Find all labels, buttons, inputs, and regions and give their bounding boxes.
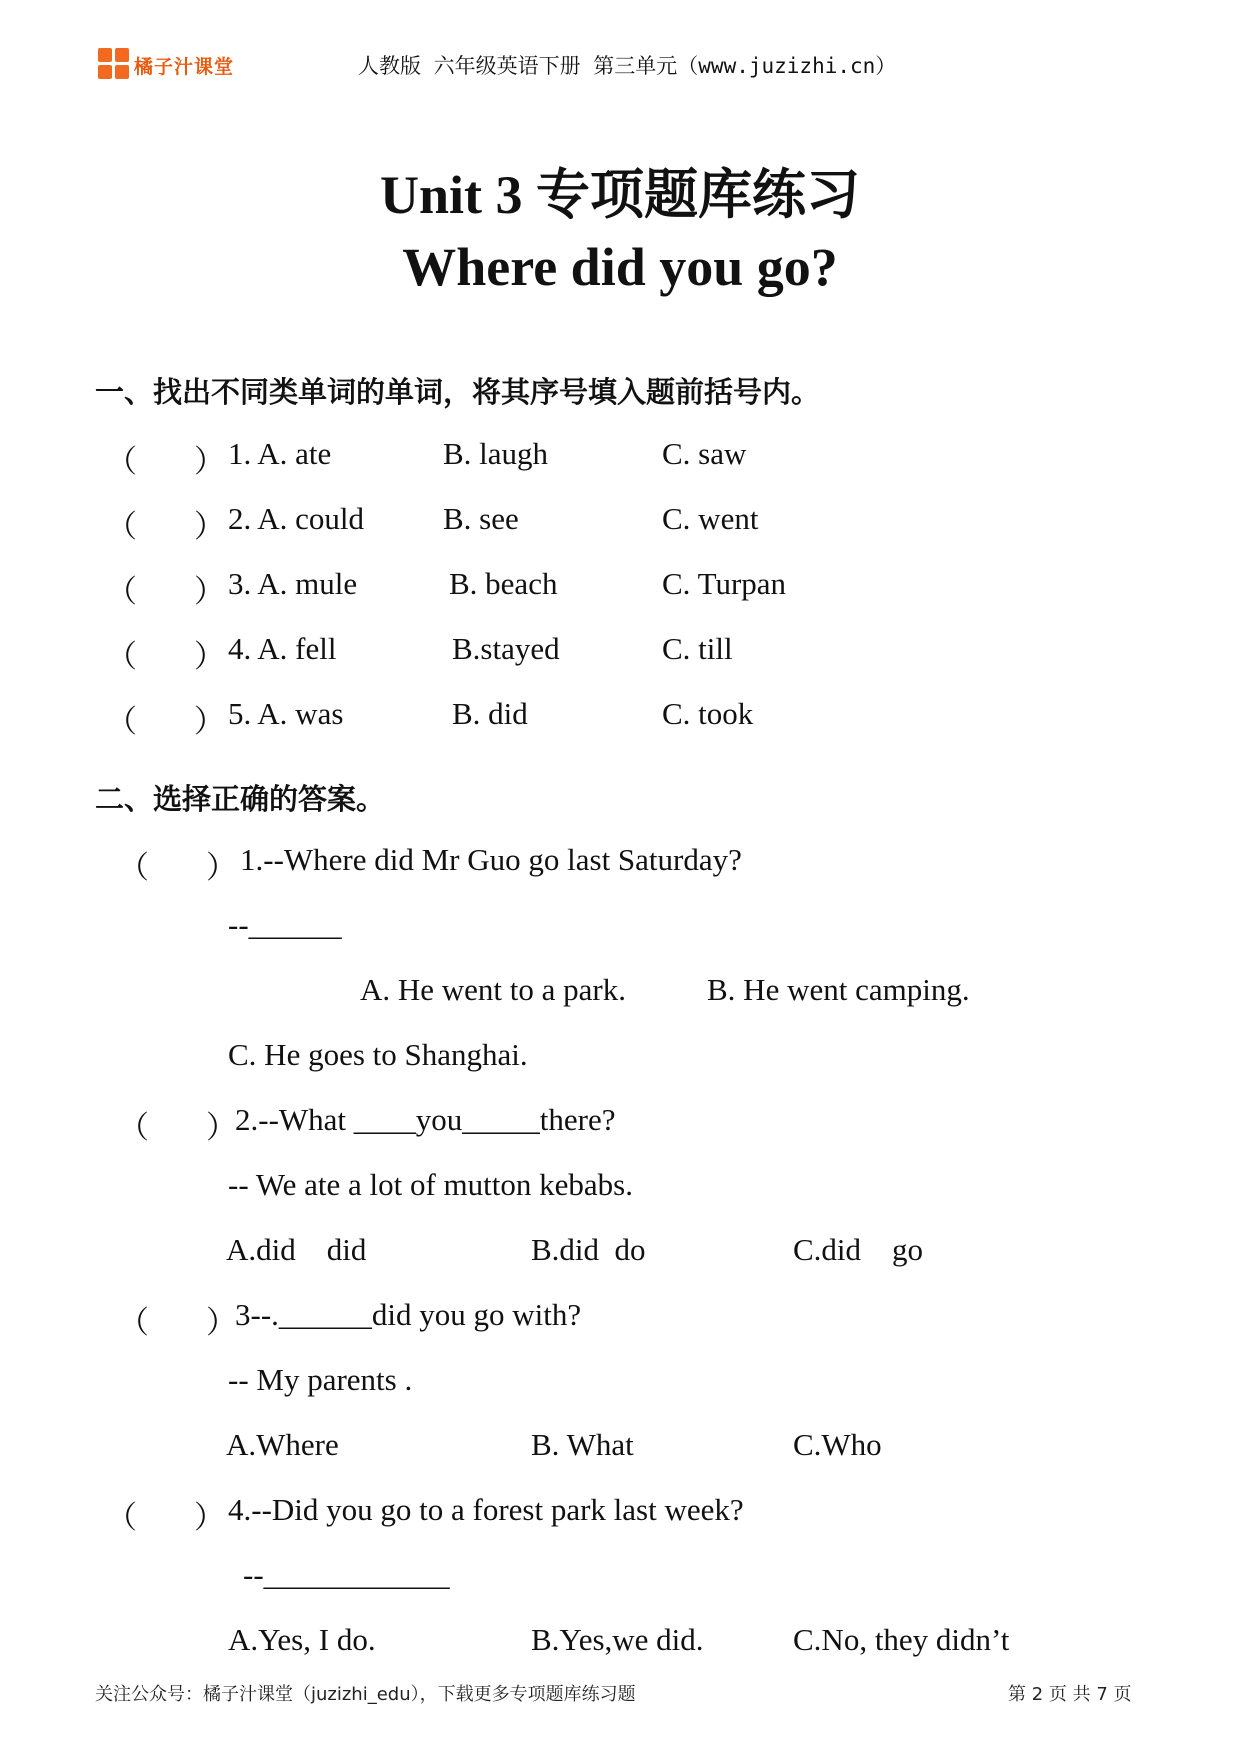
answer-bracket-open: （ [118, 1305, 149, 1340]
option-b: B. see [443, 501, 519, 536]
question-text: 2.--What ____you_____there? [235, 1102, 616, 1137]
answer-bracket-open: （ [106, 574, 137, 609]
page-subtitle: Where did you go? [402, 237, 838, 297]
section2-heading: 二、选择正确的答案。 [95, 782, 386, 816]
question-text: 4.--Did you go to a forest park last week? [228, 1492, 744, 1527]
answer-bracket-close: ） [194, 704, 225, 739]
answer-bracket-open: （ [106, 704, 137, 739]
option-c: C. He goes to Shanghai. [228, 1037, 528, 1072]
answer-bracket-close: ） [194, 639, 225, 674]
answer-bracket-open: （ [106, 444, 137, 479]
option-b: B.stayed [452, 631, 560, 666]
question-text: 3--.______did you go with? [235, 1297, 582, 1332]
page-title: Unit 3 专项题库练习 [379, 165, 860, 225]
answer-line: -- We ate a lot of mutton kebabs. [228, 1167, 633, 1202]
answer-bracket-close: ） [194, 1500, 225, 1535]
option-a: A.did did [226, 1232, 367, 1267]
option-c: C. saw [662, 436, 747, 471]
option-c: C. went [662, 501, 759, 536]
answer-bracket-close: ） [194, 509, 225, 544]
option-b: B. He went camping. [707, 972, 970, 1007]
question-option-a: 1. A. ate [228, 436, 332, 471]
answer-bracket-open: （ [118, 1110, 149, 1145]
answer-bracket-close: ） [206, 850, 237, 885]
option-b: B.did do [531, 1232, 646, 1267]
answer-bracket-close: ） [194, 574, 225, 609]
answer-bracket-open: （ [106, 639, 137, 674]
answer-line: --______ [228, 907, 342, 942]
option-a: A.Yes, I do. [228, 1622, 376, 1657]
header-title: 人教版 六年级英语下册 第三单元（www.juzizhi.cn） [358, 54, 897, 78]
answer-bracket-open: （ [106, 509, 137, 544]
answer-bracket-open: （ [106, 1500, 137, 1535]
option-a: A. He went to a park. [360, 972, 626, 1007]
option-a: A.Where [226, 1427, 339, 1462]
answer-line: --____________ [243, 1557, 450, 1592]
page-number: 第 2 页 共 7 页 [1008, 1684, 1132, 1705]
section1-heading: 一、找出不同类单词的单词，将其序号填入题前括号内。 [95, 375, 821, 409]
question-text: 1.--Where did Mr Guo go last Saturday? [240, 842, 742, 877]
question-option-a: 2. A. could [228, 501, 365, 536]
option-c: C.No, they didn’t [793, 1622, 1010, 1657]
option-b: B. did [452, 696, 528, 731]
option-c: C.Who [793, 1427, 882, 1462]
logo-text: 橘子汁课堂 [134, 56, 235, 78]
option-c: C.did go [793, 1232, 924, 1267]
answer-bracket-close: ） [194, 444, 225, 479]
question-option-a: 5. A. was [228, 696, 344, 731]
option-b: B.Yes,we did. [531, 1622, 704, 1657]
answer-bracket-open: （ [118, 850, 149, 885]
question-option-a: 3. A. mule [228, 566, 358, 601]
option-b: B. laugh [443, 436, 549, 471]
answer-line: -- My parents . [228, 1362, 413, 1397]
footer-note: 关注公众号：橘子汁课堂（juzizhi_edu），下载更多专项题库练习题 [95, 1684, 636, 1705]
question-option-a: 4. A. fell [228, 631, 337, 666]
option-c: C. till [662, 631, 733, 666]
option-b: B. What [531, 1427, 634, 1462]
option-c: C. took [662, 696, 754, 731]
answer-bracket-close: ） [206, 1110, 237, 1145]
answer-bracket-close: ） [206, 1305, 237, 1340]
option-b: B. beach [449, 566, 558, 601]
option-c: C. Turpan [662, 566, 787, 601]
logo-icon [98, 48, 130, 80]
